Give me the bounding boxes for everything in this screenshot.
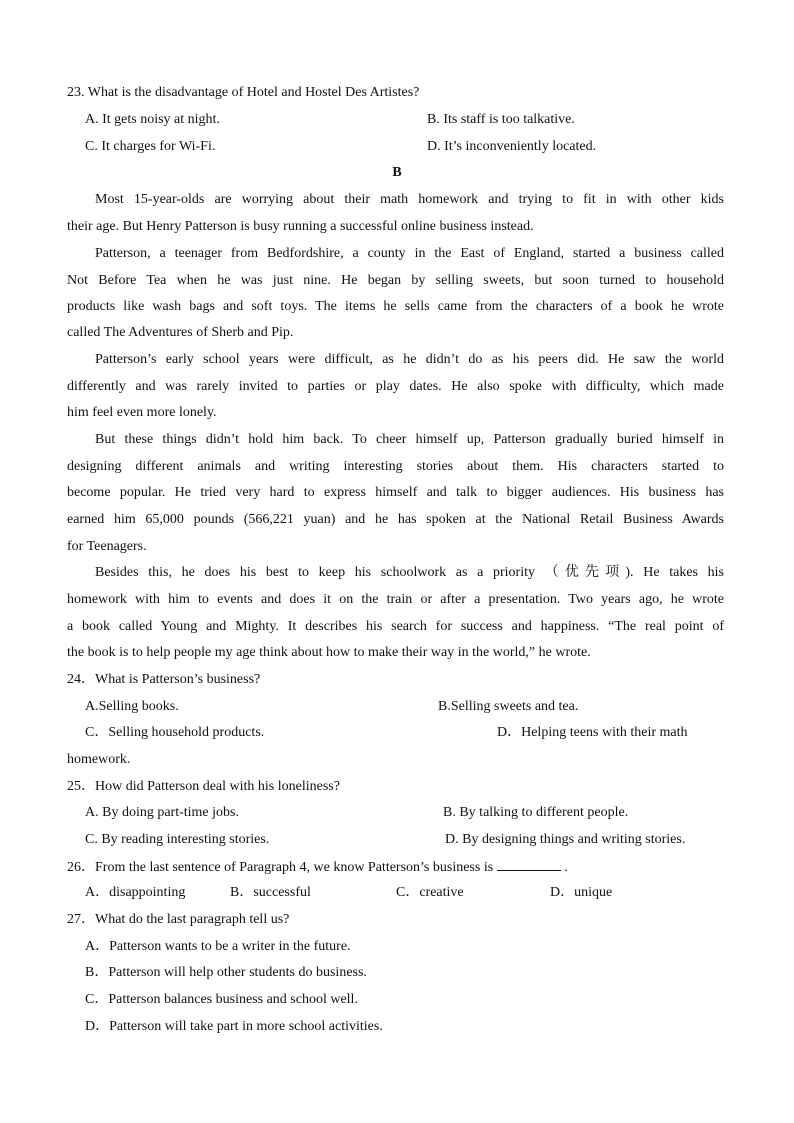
passage-line: for Teenagers. [67, 539, 147, 554]
passage-line: Patterson’s early school years were difficult, as he didn’t do as his peers did. He saw the world [95, 352, 724, 367]
passage-line: called The Adventures of Sherb and Pip. [67, 325, 294, 340]
question-23-option-b: B. Its staff is too talkative. [427, 112, 575, 127]
question-24-option-d-continued: homework. [67, 752, 131, 767]
passage-line: a book called Young and Mighty. It describes his search for success and happiness. “The real point of [67, 619, 724, 634]
question-25-stem: 25．How did Patterson deal with his loneliness? [67, 779, 340, 794]
passage-line: differently and was rarely invited to parties or play dates. He also spoke with difficulty, which made [67, 379, 724, 394]
passage-line: him feel even more lonely. [67, 405, 217, 420]
question-26-option-a: A．disappointing [85, 885, 186, 900]
passage-line: designing different animals and writing interesting stories about them. His characters started to [67, 459, 724, 474]
section-heading: B [392, 165, 402, 180]
question-26-option-b: B．successful [230, 885, 311, 900]
question-25-option-d: D. By designing things and writing stories. [445, 832, 686, 847]
passage-line: Not Before Tea when he was just nine. He began by selling sweets, but soon turned to household [67, 273, 724, 288]
question-25-option-c: C. By reading interesting stories. [85, 832, 270, 847]
question-26-stem-end: . [564, 860, 568, 875]
question-23-option-d: D. It’s inconveniently located. [427, 139, 597, 154]
passage-line: But these things didn’t hold him back. To cheer himself up, Patterson gradually buried himself in [95, 432, 724, 447]
passage-line: products like wash bags and soft toys. The items he sells came from the characters of a book he wrote [67, 299, 724, 314]
passage-line: become popular. He tried very hard to express himself and talk to bigger audiences. His business has [67, 485, 724, 500]
answer-blank [497, 858, 561, 871]
question-23-option-a: A. It gets noisy at night. [85, 112, 220, 127]
passage-line: Most 15-year-olds are worrying about their math homework and trying to fit in with other kids [95, 192, 724, 207]
passage-line: the book is to help people my age think about how to make their way in the world,” he wrote. [67, 645, 591, 660]
question-27-option-b: B．Patterson will help other students do business. [85, 965, 367, 980]
passage-line: Besides this, he does his best to keep his schoolwork as a priority （优先项). He takes his [95, 565, 724, 580]
question-27-option-a: A．Patterson wants to be a writer in the future. [85, 939, 351, 954]
question-25-option-a: A. By doing part-time jobs. [85, 805, 239, 820]
passage-line: homework with him to events and does it on the train or after a presentation. Two years ago, he wrote [67, 592, 724, 607]
question-26-stem-text: 26．From the last sentence of Paragraph 4, we know Patterson’s business is [67, 860, 494, 875]
question-24-option-d: D．Helping teens with their math [497, 725, 688, 740]
question-24-option-c: C．Selling household products. [85, 725, 265, 740]
question-24-option-a: A.Selling books. [85, 699, 179, 714]
question-26-option-c: C．creative [396, 885, 464, 900]
passage-line: Patterson, a teenager from Bedfordshire, a county in the East of England, started a business called [95, 246, 724, 261]
question-27-stem: 27．What do the last paragraph tell us? [67, 912, 290, 927]
question-24-stem: 24．What is Patterson’s business? [67, 672, 261, 687]
question-26-option-d: D．unique [550, 885, 613, 900]
passage-line: earned him 65,000 pounds (566,221 yuan) and he has spoken at the National Retail Business Awards [67, 512, 724, 527]
question-24-option-b: B.Selling sweets and tea. [438, 699, 579, 714]
question-23-option-c: C. It charges for Wi-Fi. [85, 139, 216, 154]
question-27-option-d: D．Patterson will take part in more school activities. [85, 1019, 383, 1034]
question-26-stem [67, 858, 568, 877]
question-27-option-c: C．Patterson balances business and school well. [85, 992, 358, 1007]
passage-line: their age. But Henry Patterson is busy running a successful online business instead. [67, 219, 534, 234]
question-25-option-b: B. By talking to different people. [443, 805, 629, 820]
question-23-stem: 23. What is the disadvantage of Hotel and Hostel Des Artistes? [67, 85, 420, 100]
